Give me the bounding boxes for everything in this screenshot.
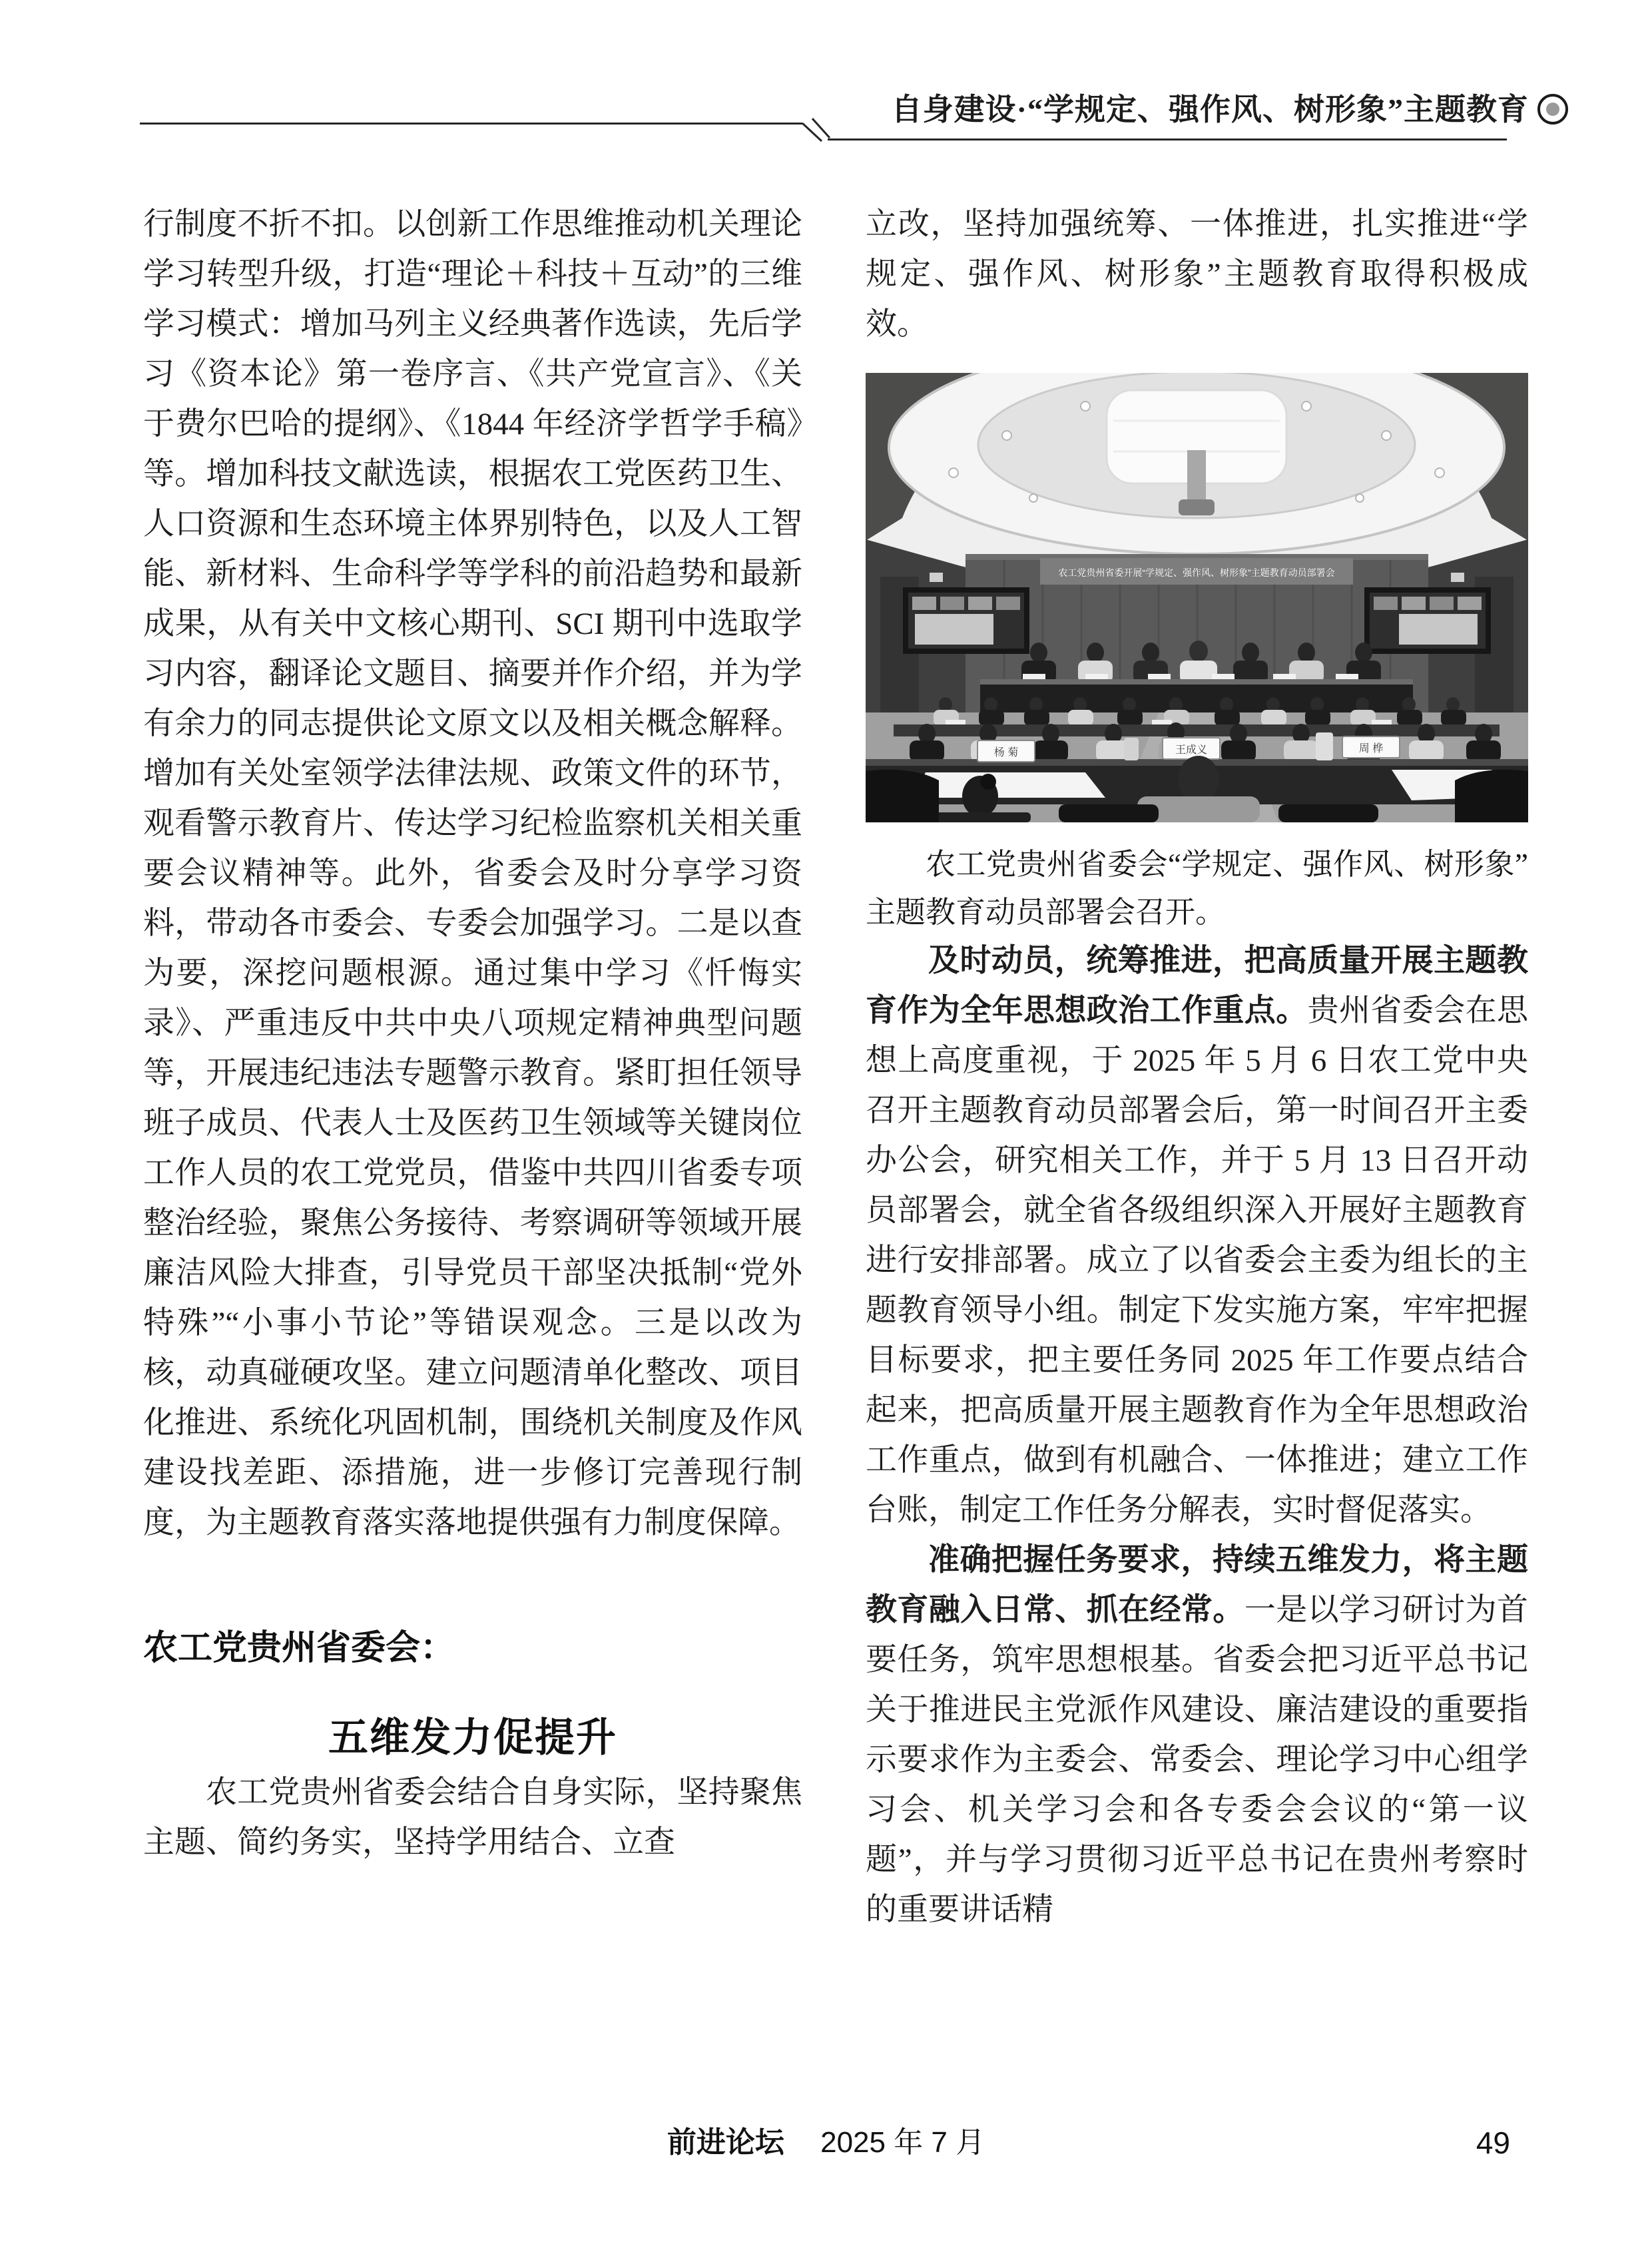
left-column (143, 200, 802, 1868)
body-paragraph: 立改，坚持加强统筹、一体推进，扎实推进“学规定、强作风、树形象”主题教育取得积极成效。 (866, 207, 1528, 342)
photo-screen-left (903, 587, 1029, 654)
page-number: 49 (1476, 2125, 1510, 2160)
body-paragraph: 及时动员，统筹推进，把高质量开展主题教育作为全年思想政治工作重点。贵州省委会在思想上高度重视，于 2025 年 5 月 6 日农工党中央召开主题教育动员部署会后，第一时间召开主委办公会，研究相关工作，并于 5 月 13 日召开动员部署会，就全省各级组织深入开展好主题教育进行安排部署。成立了以省委会主委为组长的主题教育领导小组。制定下发实施方案，牢牢把握目标要求，把主要任务同 2025 年工作要点结合起来，把高质量开展主题教育作为全年思想政治工作重点，做到有机融合、一体推进；建立工作台账，制定工作任务分解表，实时督促落实。 (866, 944, 1529, 1528)
header-rule-left (140, 123, 802, 125)
photo-name-card (977, 740, 1035, 762)
meeting-photo (866, 373, 1528, 822)
photo-projector (1187, 450, 1206, 502)
paragraph-lead-bold: 准确把握任务要求，持续五维发力，将主题教育融入日常、抓在经常。 (866, 1543, 1528, 1627)
paragraph-lead-bold: 及时动员，统筹推进，把高质量开展主题教育作为全年思想政治工作重点。 (866, 944, 1528, 1028)
photo-name-card (1342, 736, 1400, 758)
section-heading: 农工党贵州省委会： (143, 1629, 455, 1667)
page-header-title: 自身建设·“学规定、强作风、树形象”主题教育 (891, 93, 1529, 127)
footer-issue-date: 2025 年 7 月 (820, 2126, 985, 2159)
footer-journal-name: 前进论坛 (667, 2126, 784, 2159)
svg-text:王成义: 王成义 (1175, 744, 1208, 756)
page-footer (0, 2124, 1652, 2164)
header-slash-icon (798, 115, 838, 146)
body-paragraph: 农工党贵州省委会结合自身实际，坚持聚焦主题、简约务实，坚持学用结合、立查 (143, 1775, 802, 1860)
article-title: 五维发力促提升 (328, 1715, 617, 1760)
body-paragraph: 准确把握任务要求，持续五维发力，将主题教育融入日常、抓在经常。一是以学习研讨为首要任务，筑牢思想根基。省委会把习近平总书记关于推进民主党派作风建设、廉洁建设的重要指示要求作为主委会、常委会、理论学习中心组学习会、机关学习会和各专委会会议的“第一议题”，并与学习贯彻习近平总书记在贵州考察时的重要讲话精 (866, 1543, 1529, 1927)
body-paragraph: 行制度不折不扣。以创新工作思维推动机关理论学习转型升级，打造“理论＋科技＋互动”的三维学习模式：增加马列主义经典著作选读，先后学习《资本论》第一卷序言、《共产党宣言》、《关于费尔巴哈的提纲》、《1844 年经济学哲学手稿》等。增加科技文献选读，根据农工党医药卫生、人口资源和生态环境主体界别特色，以及人工智能、新材料、生命科学等学科的前沿趋势和最新成果，从有关中文核心期刊、SCI 期刊中选取学习内容，翻译论文题目、摘要并作介绍，并为学有余力的同志提供论文原文以及相关概念解释。增加有关处室领学法律法规、政策文件的环节，观看警示教育片、传达学习纪检监察机关相关重要会议精神等。此外，省委会及时分享学习资料，带动各市委会、专委会加强学习。二是以查为要，深挖问题根源。通过集中学习《忏悔实录》、严重违反中共中央八项规定精神典型问题等，开展违纪违法专题警示教育。紧盯担任领导班子成员、代表人士及医药卫生领域等关键岗位工作人员的农工党党员，借鉴中共四川省委专项整治经验，聚焦公务接待、考察调研等领域开展廉洁风险大排查，引导党员干部坚决抵制“党外特殊”“小事小节论”等错误观念。三是以改为核，动真碰硬攻坚。建立问题清单化整改、项目化推进、系统化巩固机制，围绕机关制度及作风建设找差距、添措施，进一步修订完善现行制度，为主题教育落实落地提供强有力制度保障。 (143, 207, 802, 1540)
bullseye-icon (1537, 94, 1568, 125)
header-rule-right (828, 139, 1507, 140)
photo-banner-text: 农工党贵州省委开展“学规定、强作风、树形象”主题教育动员部署会 (1058, 567, 1335, 578)
photo-name-card (1163, 738, 1220, 759)
svg-text:周 桦: 周 桦 (1358, 743, 1384, 754)
photo-caption: 农工党贵州省委会“学规定、强作风、树形象”主题教育动员部署会召开。 (866, 848, 1528, 929)
photo-head-table (980, 679, 1413, 685)
right-column (866, 200, 1528, 1935)
svg-text:杨 菊: 杨 菊 (993, 747, 1019, 758)
photo-screen-right (1364, 587, 1491, 654)
